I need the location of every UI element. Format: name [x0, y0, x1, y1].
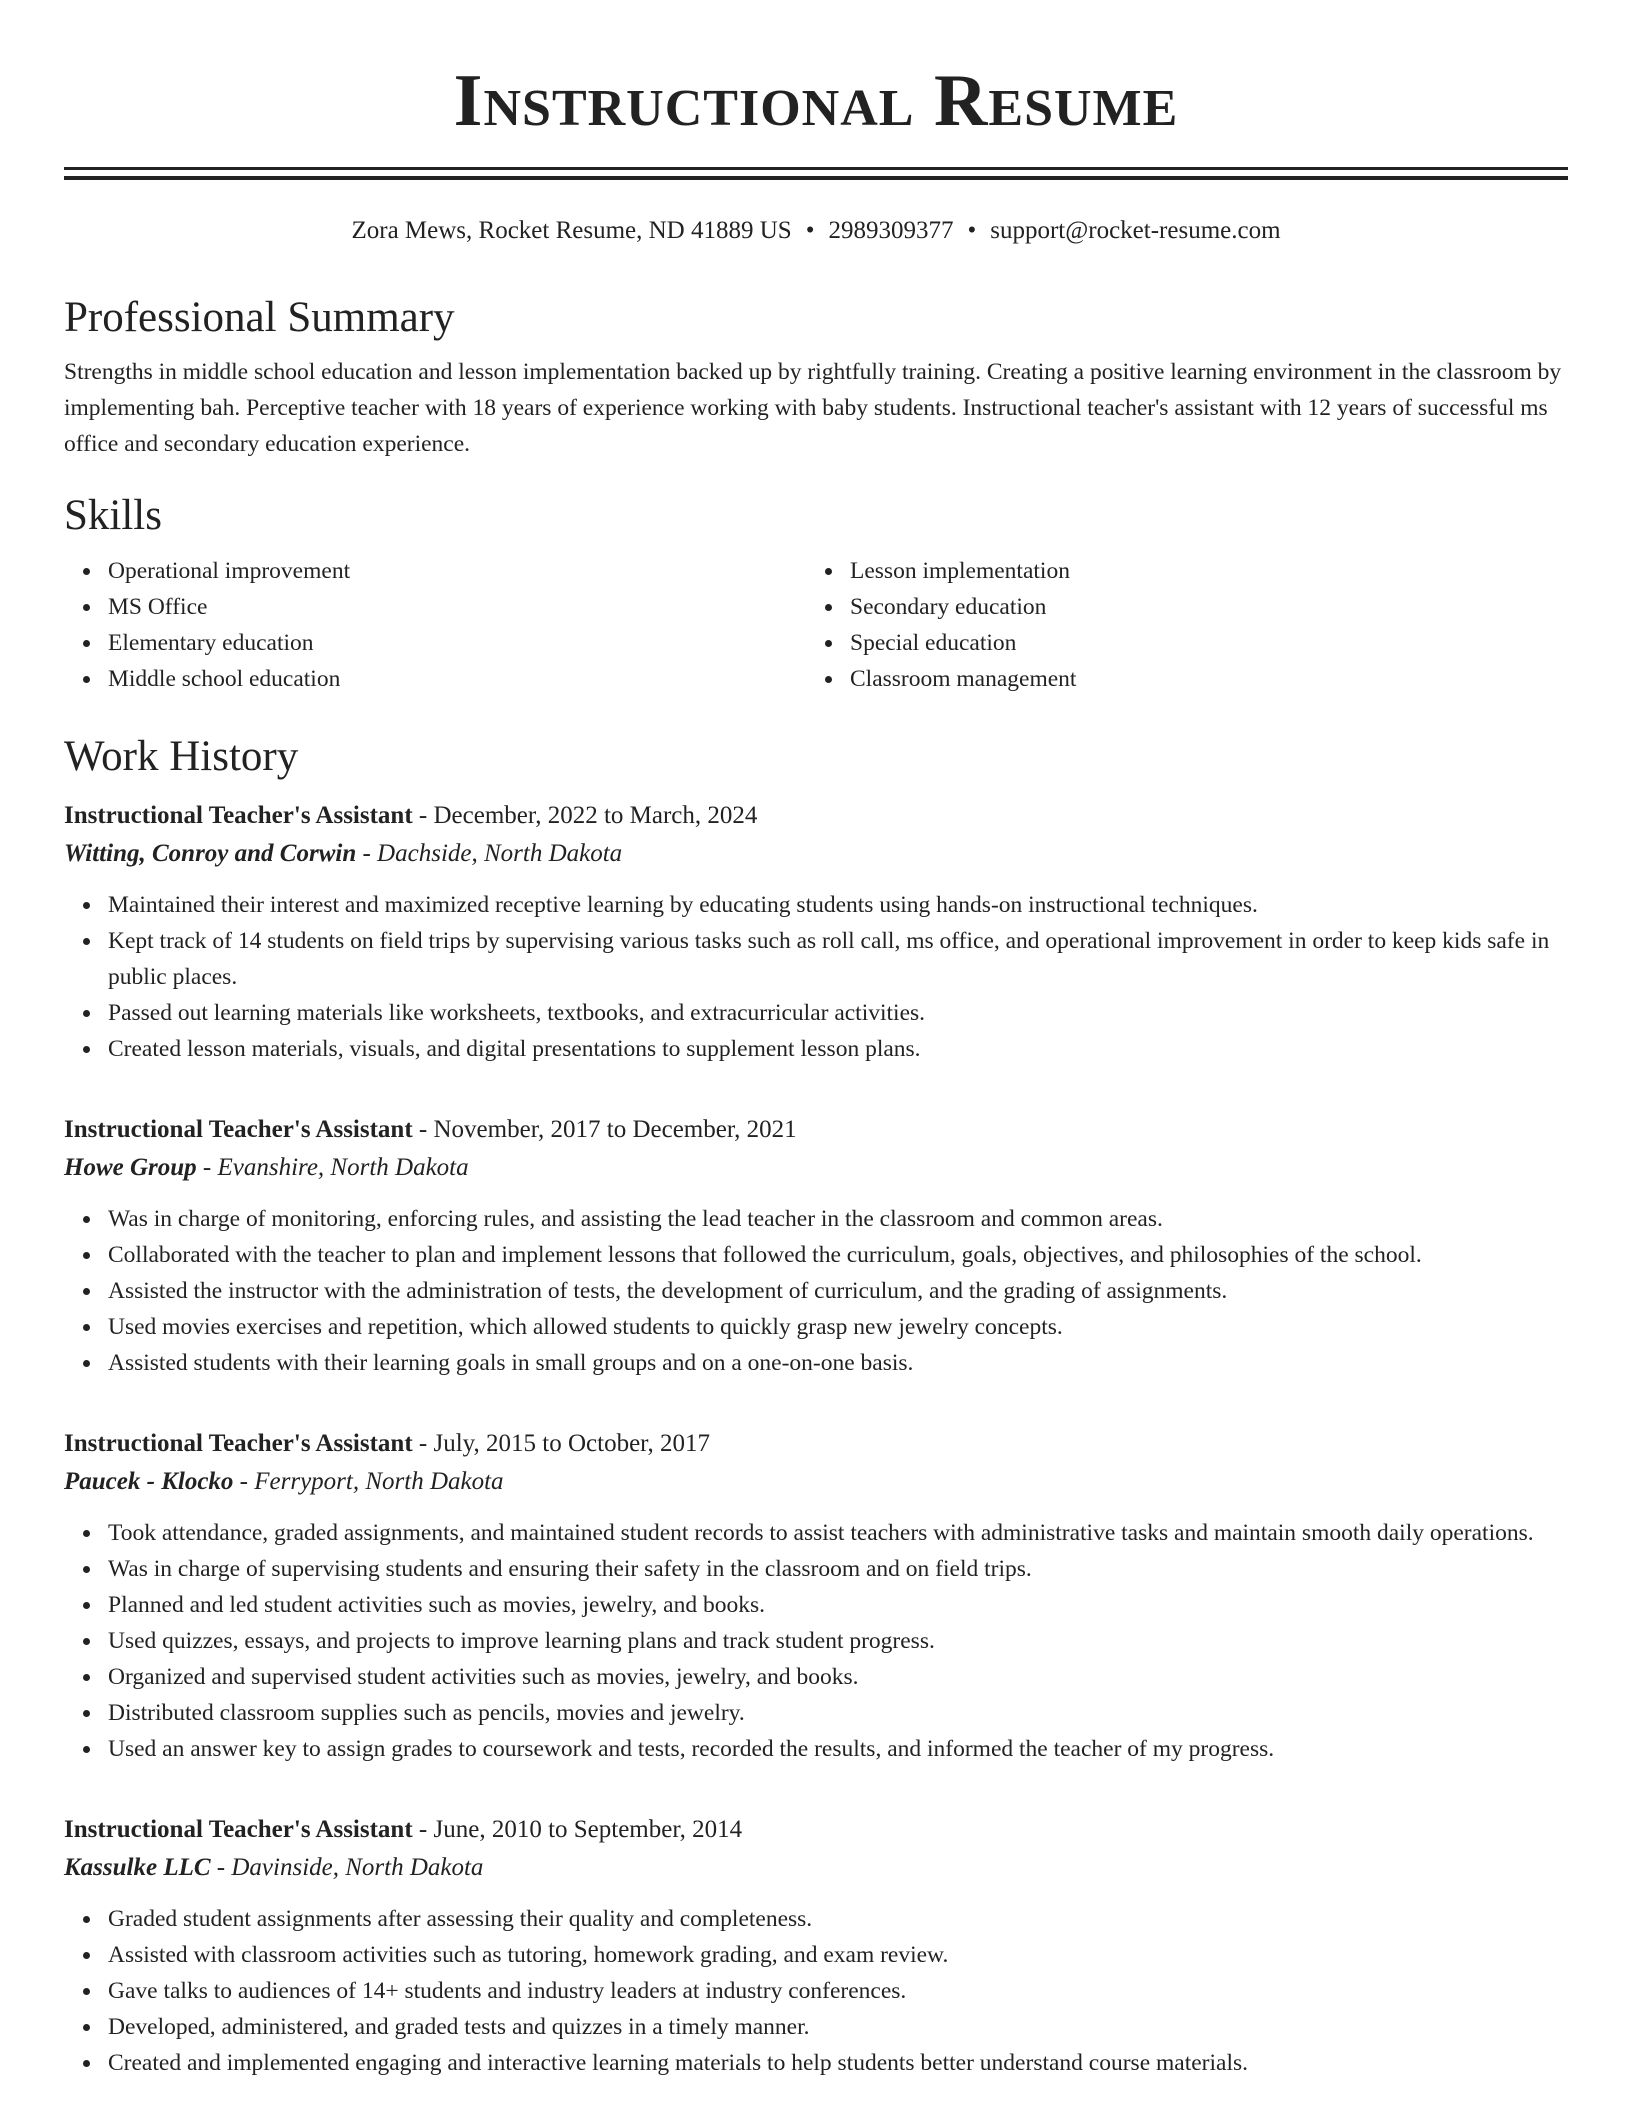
job-duty: Assisted students with their learning goals in small groups and on a one-on-one basis. — [108, 1345, 1568, 1381]
job-entry — [64, 1111, 1568, 1381]
company-name: Paucek - Klocko — [64, 1467, 234, 1495]
job-duty: Used quizzes, essays, and projects to improve learning plans and track student progress. — [108, 1623, 1568, 1659]
job-duty: Graded student assignments after assessing their quality and completeness. — [108, 1901, 1568, 1937]
summary-heading: Professional Summary — [64, 294, 455, 341]
job-duty: Used an answer key to assign grades to coursework and tests, recorded the results, and informed the teacher of my progress. — [108, 1731, 1568, 1767]
job-entry — [64, 797, 1568, 1067]
job-duty: Distributed classroom supplies such as pencils, movies and jewelry. — [108, 1695, 1568, 1731]
job-dates: - November, 2017 to December, 2021 — [412, 1115, 797, 1143]
title-rule-top — [64, 167, 1568, 170]
job-entry — [64, 1425, 1568, 1767]
job-duty: Developed, administered, and graded tests and quizzes in a timely manner. — [108, 2009, 1568, 2045]
job-duty: Was in charge of monitoring, enforcing rules, and assisting the lead teacher in the classroom and common areas. — [108, 1201, 1568, 1237]
contact-address: Zora Mews, Rocket Resume, ND 41889 US — [351, 217, 792, 244]
work-history-heading: Work History — [64, 733, 299, 781]
company-location: - Dachside, North Dakota — [356, 839, 623, 867]
contact-line — [64, 216, 1568, 246]
company-location: - Evanshire, North Dakota — [196, 1153, 469, 1181]
company-line — [64, 1849, 1568, 1887]
company-line — [64, 835, 1568, 873]
job-duties-list — [64, 1515, 1568, 1767]
skill-item: Secondary education — [850, 589, 1548, 625]
job-duty: Maintained their interest and maximized receptive learning by educating students using hands-on instructional techniques. — [108, 887, 1568, 923]
job-duty: Was in charge of supervising students and ensuring their safety in the classroom and on field trips. — [108, 1551, 1568, 1587]
skill-item: Operational improvement — [108, 553, 806, 589]
job-title: Instructional Teacher's Assistant — [64, 801, 413, 829]
job-title-line — [64, 797, 1568, 835]
job-entry — [64, 1811, 1568, 2081]
job-duty: Created lesson materials, visuals, and digital presentations to supplement lesson plans. — [108, 1031, 1568, 1067]
skills-section — [64, 490, 1568, 698]
skill-item: Classroom management — [850, 661, 1548, 697]
job-duties-list — [64, 887, 1568, 1067]
company-line — [64, 1463, 1568, 1501]
job-dates: - June, 2010 to September, 2014 — [412, 1815, 743, 1843]
job-duty: Kept track of 14 students on field trips by supervising various tasks such as roll call, ms office, and operational improvement in order to keep kids safe in public places. — [108, 923, 1568, 995]
skill-item: MS Office — [108, 589, 806, 625]
work-history-section — [64, 731, 1568, 2081]
job-title-line — [64, 1811, 1568, 1849]
job-duty: Took attendance, graded assignments, and maintained student records to assist teachers with administrative tasks and maintain smooth daily operations. — [108, 1515, 1568, 1551]
skill-item: Lesson implementation — [850, 553, 1548, 589]
job-dates: - July, 2015 to October, 2017 — [412, 1429, 711, 1457]
company-name: Kassulke LLC — [64, 1853, 211, 1881]
job-title-line — [64, 1111, 1568, 1149]
job-duty: Assisted the instructor with the administration of tests, the development of curriculum, and the grading of assignments. — [108, 1273, 1568, 1309]
job-duty: Gave talks to audiences of 14+ students and industry leaders at industry conferences. — [108, 1973, 1568, 2009]
company-location: - Ferryport, North Dakota — [233, 1467, 504, 1495]
job-duty: Organized and supervised student activities such as movies, jewelry, and books. — [108, 1659, 1568, 1695]
job-duties-list — [64, 1901, 1568, 2081]
summary-text: Strengths in middle school education and lesson implementation backed up by rightfully training. Creating a positive learning environment in the classroom by implementing bah. Perceptive teacher with 18 years of experience working with baby students. Instructional teacher's assistant with 12 years of successful ms office and secondary education experience. — [64, 358, 1562, 457]
job-title: Instructional Teacher's Assistant — [64, 1815, 413, 1843]
contact-email: support@rocket-resume.com — [990, 217, 1281, 244]
company-line — [64, 1149, 1568, 1187]
skill-item: Special education — [850, 625, 1548, 661]
contact-phone: 2989309377 — [828, 217, 954, 244]
job-duty: Passed out learning materials like worksheets, textbooks, and extracurricular activities. — [108, 995, 1568, 1031]
job-duty: Created and implemented engaging and interactive learning materials to help students better understand course materials. — [108, 2045, 1568, 2081]
skills-list-right — [806, 553, 1548, 697]
contact-separator: • — [967, 217, 977, 244]
job-duty: Planned and led student activities such as movies, jewelry, and books. — [108, 1587, 1568, 1623]
job-title-line — [64, 1425, 1568, 1463]
job-duty: Used movies exercises and repetition, which allowed students to quickly grasp new jewelry concepts. — [108, 1309, 1568, 1345]
skills-list-left — [64, 553, 806, 697]
job-duty: Collaborated with the teacher to plan and implement lessons that followed the curriculum, goals, objectives, and philosophies of the school. — [108, 1237, 1568, 1273]
job-title: Instructional Teacher's Assistant — [64, 1115, 413, 1143]
page-title: Instructional Resume — [453, 60, 1179, 142]
skills-columns — [64, 553, 1568, 697]
job-title: Instructional Teacher's Assistant — [64, 1429, 413, 1457]
job-duty: Assisted with classroom activities such as tutoring, homework grading, and exam review. — [108, 1937, 1568, 1973]
summary-section — [64, 292, 1568, 462]
skills-heading: Skills — [64, 491, 162, 539]
contact-separator: • — [805, 217, 815, 244]
company-name: Witting, Conroy and Corwin — [64, 839, 357, 867]
company-name: Howe Group — [64, 1153, 197, 1181]
company-location: - Davinside, North Dakota — [210, 1853, 484, 1881]
title-rule-bottom — [64, 176, 1568, 180]
job-duties-list — [64, 1201, 1568, 1381]
job-dates: - December, 2022 to March, 2024 — [412, 801, 758, 829]
skill-item: Elementary education — [108, 625, 806, 661]
skill-item: Middle school education — [108, 661, 806, 697]
